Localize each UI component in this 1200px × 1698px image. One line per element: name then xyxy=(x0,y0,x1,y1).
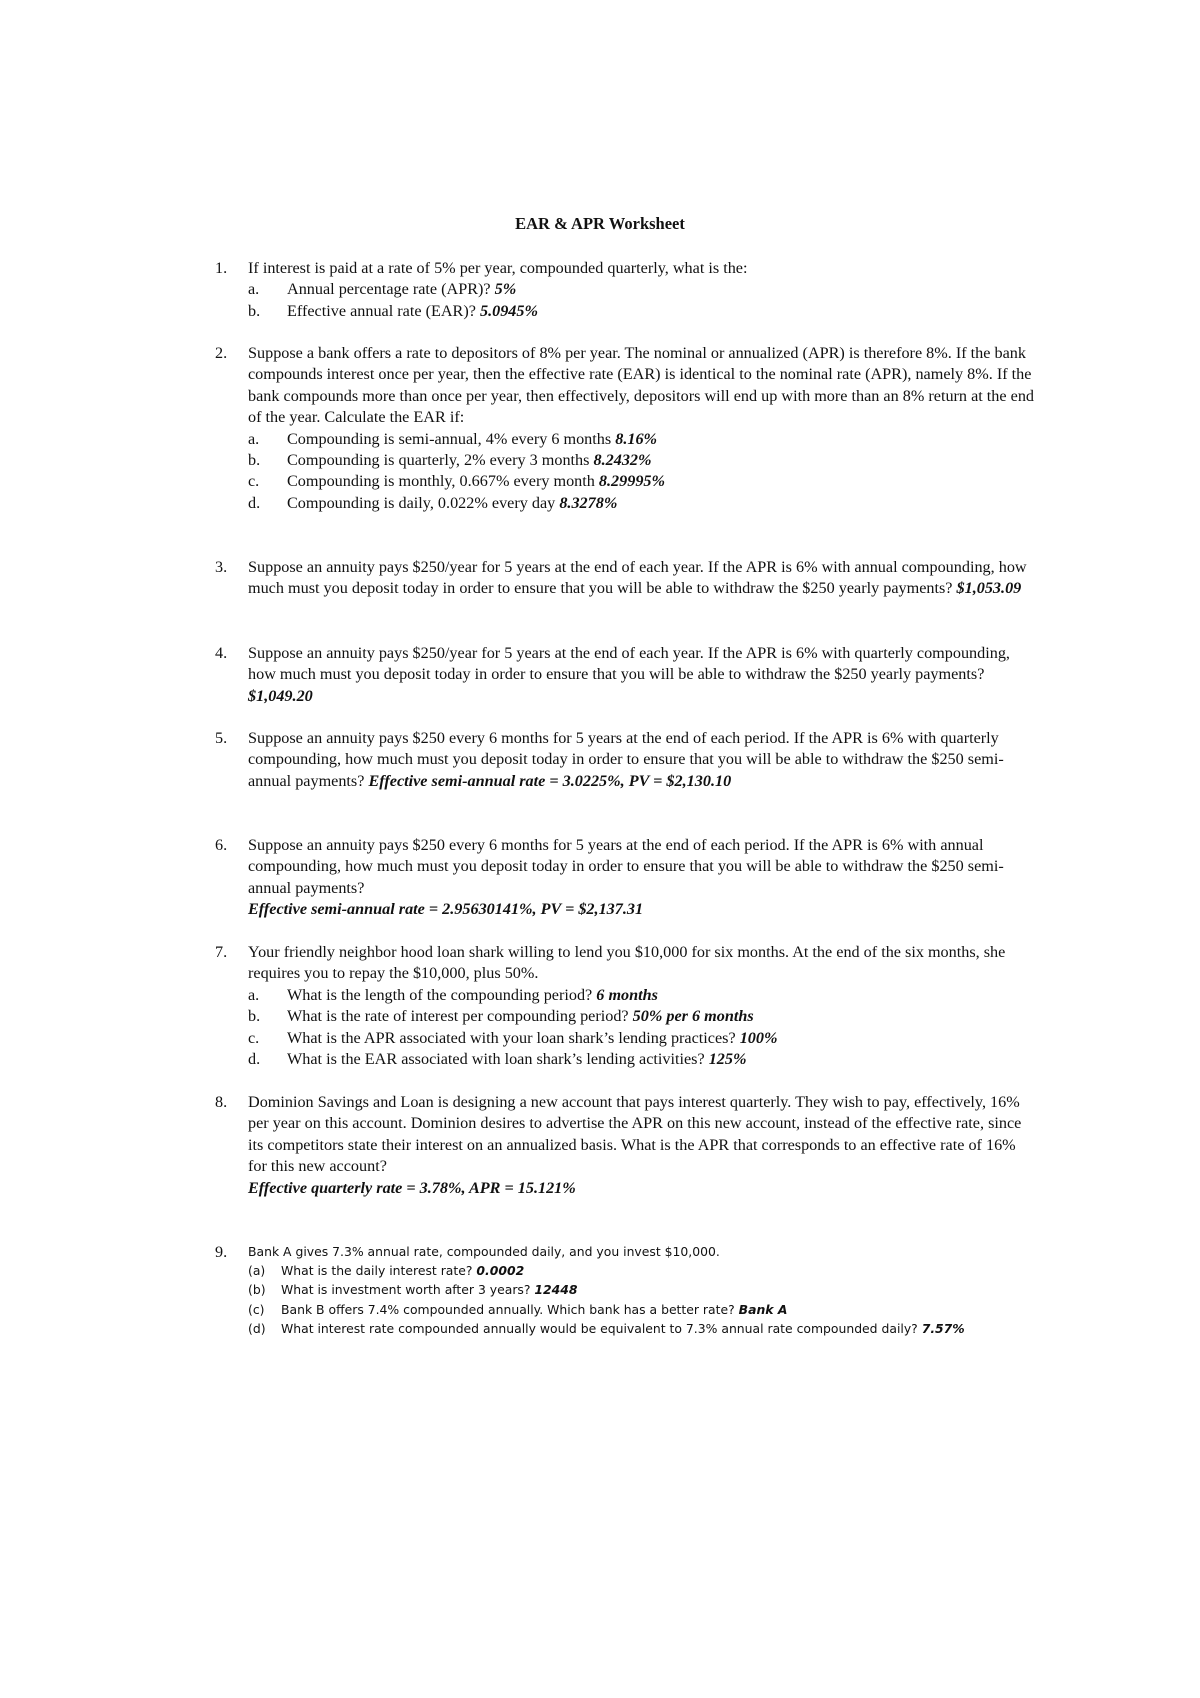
question-text: Suppose a bank offers a rate to depositors of 8% per year. The nominal or annualized (APR) is therefore 8%. If the bank compounds interest once per year, then the effective rate (EAR) is identical to the nominal rate (APR), namely 8%. If the bank compounds more than once per year, then effectively, depositors will end up with more than an 8% return at the end of the year. Calculate the EAR if: xyxy=(248,344,1035,427)
question-text: Bank A gives 7.3% annual rate, compounded daily, and you invest $10,000. xyxy=(248,1244,720,1259)
answer: 12448 xyxy=(534,1282,578,1298)
question-text: Your friendly neighbor hood loan shark willing to lend you $10,000 for six months. At the end of the six months, she requires you to repay the $10,000, plus 50%. xyxy=(248,943,1006,983)
question-number: 5. xyxy=(215,729,228,747)
answer: 8.2432% xyxy=(593,451,652,470)
question-text: Dominion Savings and Loan is designing a new account that pays interest quarterly. They wish to pay, effectively, 16% per year on this account. Dominion desires to advertise the APR on this new account, instead of the effective rate, since its competitors state their interest on an annualized basis. What is the APR that corresponds to an effective rate of 16% for this new account? xyxy=(248,1093,1022,1176)
sub-question-label: a. xyxy=(248,429,260,448)
sub-question-label: (d) xyxy=(248,1320,266,1336)
answer: 8.16% xyxy=(615,429,658,448)
sub-question-text: What is the EAR associated with loan shark’s lending activities? xyxy=(287,1050,705,1069)
question-number: 1. xyxy=(215,259,228,277)
sub-question-text: What is the APR associated with your loan shark’s lending practices? xyxy=(287,1028,736,1047)
sub-question xyxy=(215,471,1035,492)
sub-question-text: What interest rate compounded annually would be equivalent to 7.3% annual rate compounded daily? xyxy=(281,1320,918,1336)
sub-question-label: b. xyxy=(248,301,261,320)
question-3 xyxy=(215,557,1035,600)
sub-question-text: Compounding is daily, 0.022% every day xyxy=(287,493,556,512)
sub-question xyxy=(215,450,1035,471)
answer: Effective semi-annual rate = 3.0225%, PV = $2,130.10 xyxy=(368,771,732,790)
answer: 8.3278% xyxy=(559,493,618,512)
question-2 xyxy=(215,343,1035,514)
sub-question-label: b. xyxy=(248,1007,261,1026)
question-number: 3. xyxy=(215,558,228,576)
question-text: Suppose an annuity pays $250/year for 5 years at the end of each year. If the APR is 6% with quarterly compounding, how much must you deposit today in order to ensure that you will be able to withdraw the $250 yearly payments? xyxy=(248,644,1010,684)
answer: Bank A xyxy=(738,1301,788,1317)
answer: Effective quarterly rate = 3.78%, APR = 15.121% xyxy=(248,1178,576,1197)
sub-question-text: What is the rate of interest per compounding period? xyxy=(287,1007,629,1026)
sub-question-label: (a) xyxy=(248,1263,266,1279)
question-7 xyxy=(215,942,1035,1070)
sub-question xyxy=(215,1300,1035,1319)
sub-question-label: a. xyxy=(248,985,260,1004)
sub-question-text: Compounding is quarterly, 2% every 3 months xyxy=(287,451,590,470)
answer: 5% xyxy=(494,280,517,299)
answer: 8.29995% xyxy=(598,472,665,491)
answer: $1,049.20 xyxy=(248,686,313,705)
question-number: 6. xyxy=(215,836,228,854)
question-9 xyxy=(215,1242,1035,1338)
sub-question-label: c. xyxy=(248,472,260,491)
answer: 5.0945% xyxy=(479,301,538,320)
answer: 125% xyxy=(708,1050,747,1069)
question-number: 2. xyxy=(215,344,228,362)
question-number: 7. xyxy=(215,943,228,961)
question-number: 4. xyxy=(215,644,228,662)
sub-question-text: Compounding is semi-annual, 4% every 6 months xyxy=(287,429,612,448)
worksheet-title: EAR & APR Worksheet xyxy=(515,214,685,233)
sub-question xyxy=(215,493,1035,514)
sub-question-text: Bank B offers 7.4% compounded annually. Which bank has a better rate? xyxy=(281,1301,735,1317)
answer: 100% xyxy=(739,1028,778,1047)
sub-question xyxy=(215,1319,1035,1338)
answer: 6 months xyxy=(596,985,658,1004)
question-8 xyxy=(215,1092,1035,1199)
sub-question-label: (b) xyxy=(248,1282,266,1298)
sub-question-text: What is the daily interest rate? xyxy=(281,1263,473,1279)
sub-question xyxy=(215,279,1035,300)
sub-question xyxy=(215,1261,1035,1280)
question-number: 8. xyxy=(215,1093,228,1111)
sub-question xyxy=(215,1006,1035,1027)
answer: Effective semi-annual rate = 2.95630141%, PV = $2,137.31 xyxy=(248,900,644,919)
sub-question-label: d. xyxy=(248,493,261,512)
answer: 50% per 6 months xyxy=(632,1007,754,1026)
question-text: If interest is paid at a rate of 5% per year, compounded quarterly, what is the: xyxy=(248,259,748,277)
question-6 xyxy=(215,835,1035,921)
question-4 xyxy=(215,643,1035,707)
sub-question-label: c. xyxy=(248,1028,260,1047)
sub-question xyxy=(215,1028,1035,1049)
question-text: Suppose an annuity pays $250 every 6 months for 5 years at the end of each period. If the APR is 6% with annual compounding, how much must you deposit today in order to ensure that you will be able to withdraw the $250 semi-annual payments? xyxy=(248,836,1004,897)
sub-question-text: What is investment worth after 3 years? xyxy=(281,1282,531,1298)
sub-question xyxy=(215,985,1035,1006)
question-5 xyxy=(215,728,1035,792)
answer: 0.0002 xyxy=(476,1263,525,1279)
sub-question xyxy=(215,429,1035,450)
question-text: Suppose an annuity pays $250 every 6 months for 5 years at the end of each period. If the APR is 6% with quarterly compounding, how much must you deposit today in order to ensure that you will be able to withdraw the $250 semi-annual payments? xyxy=(248,729,1004,790)
question-1 xyxy=(215,258,1035,322)
sub-question xyxy=(215,1280,1035,1299)
question-number: 9. xyxy=(215,1243,228,1261)
sub-question xyxy=(215,1049,1035,1070)
sub-question-label: (c) xyxy=(248,1301,265,1317)
sub-question-label: b. xyxy=(248,451,261,470)
sub-question-text: Compounding is monthly, 0.667% every month xyxy=(287,472,595,491)
sub-question-text: Annual percentage rate (APR)? xyxy=(287,280,491,299)
sub-question xyxy=(215,301,1035,322)
sub-question-text: Effective annual rate (EAR)? xyxy=(287,301,476,320)
sub-question-label: d. xyxy=(248,1050,261,1069)
answer: 7.57% xyxy=(921,1320,965,1336)
question-text: Suppose an annuity pays $250/year for 5 years at the end of each year. If the APR is 6% with annual compounding, how much must you deposit today in order to ensure that you will be able to withdraw the $250 yearly payments? xyxy=(248,558,1027,598)
sub-question-text: What is the length of the compounding period? xyxy=(287,985,593,1004)
sub-question-label: a. xyxy=(248,280,260,299)
answer: $1,053.09 xyxy=(956,579,1022,598)
